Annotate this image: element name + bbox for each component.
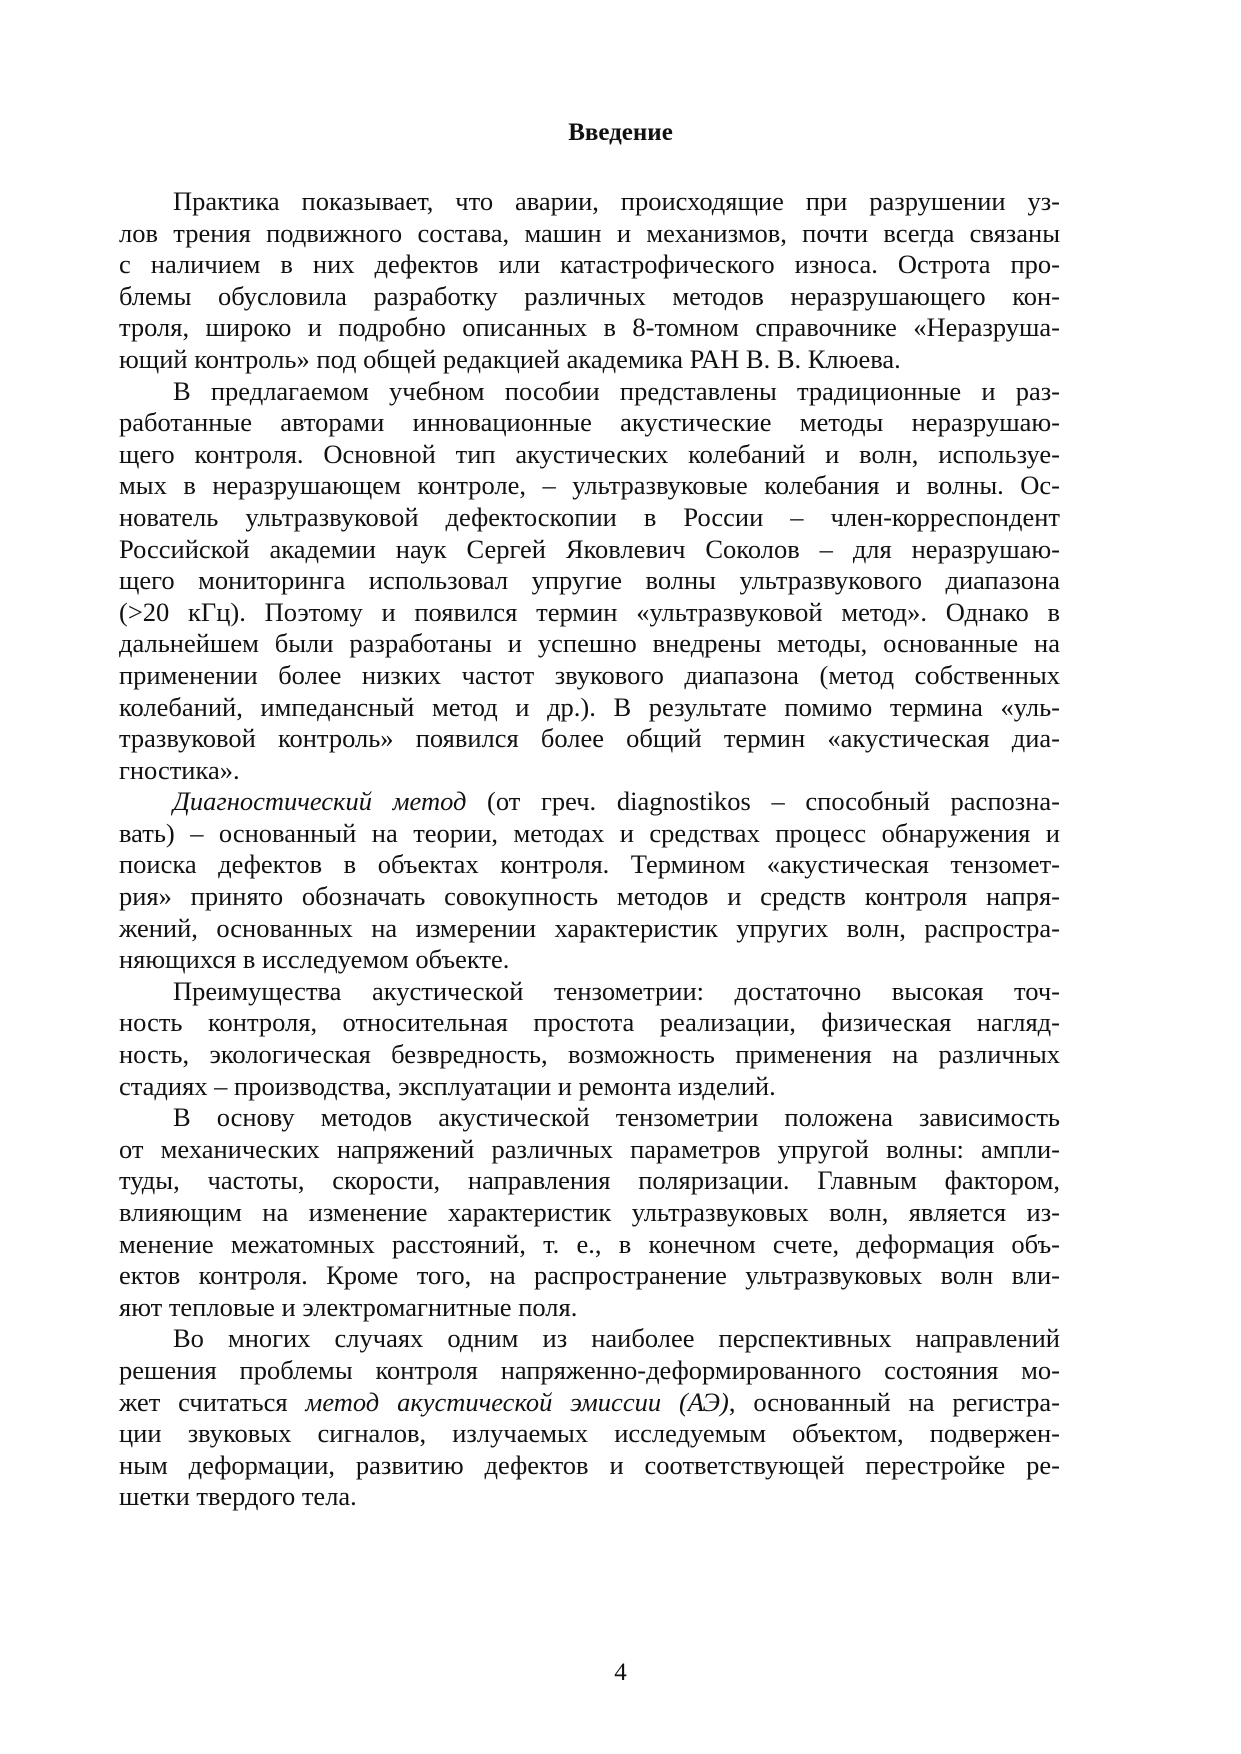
text-line	[119, 628, 1060, 660]
text-run: ции звуковых сигналов, излучаемых исследуемым объектом, подвержен-	[119, 1418, 1060, 1449]
paragraph	[119, 186, 1060, 376]
text-run: жет считаться	[119, 1386, 306, 1417]
text-run: шетки твердого тела.	[119, 1481, 357, 1512]
text-line	[119, 218, 1060, 250]
text-run: туды, частоты, скорости, направления поляризации. Главным фактором,	[119, 1165, 1060, 1196]
text-run: блемы обусловила разработку различных методов неразрушающего кон-	[119, 280, 1060, 311]
text-run: рия» принято обозначать совокупность методов и средств контроля напря-	[119, 881, 1060, 912]
page-number: 4	[614, 1659, 627, 1686]
text-run: (от греч. diagnostikos – способный распозна-	[466, 786, 1060, 817]
text-line	[119, 976, 1060, 1008]
text-line	[119, 565, 1060, 597]
text-line	[119, 692, 1060, 724]
paragraph	[119, 976, 1060, 1102]
text-run: щего мониторинга использовал упругие волны ультразвукового диапазона	[119, 565, 1060, 596]
text-line	[119, 913, 1060, 945]
text-run: Практика показывает, что аварии, происходящие при разрушении уз-	[173, 186, 1060, 216]
text-run: работанные авторами инновационные акустические методы неразрушаю-	[119, 407, 1060, 438]
text-line	[119, 376, 1060, 408]
text-run: Во многих случаях одним из наиболее перспективных направлений	[173, 1323, 1060, 1354]
text-line	[119, 312, 1060, 344]
text-run: яют тепловые и электромагнитные поля.	[119, 1291, 578, 1322]
text-run: колебаний, импедансный метод и др.). В результате помимо термина «уль-	[119, 691, 1060, 722]
text-line	[119, 1481, 1060, 1513]
text-run: дальнейшем были разработаны и успешно внедрены методы, основанные на	[119, 628, 1060, 659]
text-run: с наличием в них дефектов или катастрофического износа. Острота про-	[119, 249, 1060, 280]
text-run: няющихся в исследуемом объекте.	[119, 944, 510, 975]
italic-term: Диагностический метод	[173, 786, 467, 817]
text-line	[119, 1450, 1060, 1482]
text-run: гностика».	[119, 754, 240, 785]
text-run: ющий контроль» под общей редакцией академика РАН В. В. Клюева.	[119, 343, 901, 374]
text-line	[119, 723, 1060, 755]
paragraph	[119, 786, 1060, 976]
text-run: , основанный на регистра-	[728, 1386, 1060, 1417]
text-line	[119, 407, 1060, 439]
text-run: применении более низких частот звукового диапазона (метод собственных	[119, 659, 1060, 690]
text-run: менение межатомных расстояний, т. е., в конечном счете, деформация объ-	[119, 1228, 1060, 1259]
text-run: решения проблемы контроля напряженно-деформированного состояния мо-	[119, 1354, 1060, 1385]
text-line	[119, 597, 1060, 629]
text-line	[119, 1323, 1060, 1355]
text-line	[119, 470, 1060, 502]
paragraph	[119, 376, 1060, 787]
text-run: В основу методов акустической тензометрии положена зависимость	[173, 1102, 1060, 1133]
text-line	[119, 1355, 1060, 1387]
text-run: ектов контроля. Кроме того, на распространение ультразвуковых волн вли-	[119, 1260, 1060, 1291]
text-run: троля, широко и подробно описанных в 8-томном справочнике «Неразруша-	[119, 312, 1060, 343]
text-line	[119, 1387, 1060, 1419]
text-line	[119, 1260, 1060, 1292]
text-run: вать) – основанный на теории, методах и средствах процесс обнаружения и	[119, 817, 1060, 848]
text-line	[119, 281, 1060, 313]
text-run: ным деформации, развитию дефектов и соответствующей перестройке ре-	[119, 1449, 1060, 1480]
text-line	[119, 660, 1060, 692]
text-run: жений, основанных на измерении характеристик упругих волн, распростра-	[119, 912, 1060, 943]
text-line	[119, 786, 1060, 818]
section-title: Введение	[568, 119, 673, 146]
text-line	[119, 1197, 1060, 1229]
text-line	[119, 1134, 1060, 1166]
text-run: от механических напряжений различных параметров упругой волны: ампли-	[119, 1133, 1060, 1164]
text-line	[119, 502, 1060, 534]
text-line	[119, 344, 1060, 376]
text-run: щего контроля. Основной тип акустических колебаний и волн, используе-	[119, 438, 1060, 469]
text-line	[119, 1229, 1060, 1261]
text-line	[119, 534, 1060, 566]
text-line	[119, 849, 1060, 881]
text-run: ность контроля, относительная простота реализации, физическая нагляд-	[119, 1007, 1060, 1038]
text-line	[119, 249, 1060, 281]
text-line	[119, 881, 1060, 913]
text-run: поиска дефектов в объектах контроля. Термином «акустическая тензомет-	[119, 849, 1060, 880]
text-run: В предлагаемом учебном пособии представлены традиционные и раз-	[173, 375, 1060, 406]
text-line	[119, 1007, 1060, 1039]
text-run: мых в неразрушающем контроле, – ультразвуковые колебания и волны. Ос-	[119, 470, 1060, 501]
text-run: нователь ультразвуковой дефектоскопии в России – член-корреспондент	[119, 501, 1060, 532]
text-line	[119, 1102, 1060, 1134]
text-run: Российской академии наук Сергей Яковлевич Соколов – для неразрушаю-	[119, 533, 1060, 564]
text-run: (>20 кГц). Поэтому и появился термин «ультразвуковой метод». Однако в	[119, 596, 1060, 627]
text-line	[119, 439, 1060, 471]
text-run: ность, экологическая безвредность, возможность применения на различных	[119, 1039, 1060, 1070]
text-line	[119, 1071, 1060, 1103]
text-run: Преимущества акустической тензометрии: достаточно высокая точ-	[173, 975, 1060, 1006]
text-line	[119, 944, 1060, 976]
text-line	[119, 1039, 1060, 1071]
text-line	[119, 755, 1060, 787]
text-run: стадиях – производства, эксплуатации и ремонта изделий.	[119, 1070, 776, 1101]
text-run: влияющим на изменение характеристик ультразвуковых волн, является из-	[119, 1197, 1060, 1227]
text-run: лов трения подвижного состава, машин и механизмов, почти всегда связаны	[119, 217, 1060, 248]
text-line	[119, 1418, 1060, 1450]
paragraph	[119, 1323, 1060, 1513]
text-run: тразвуковой контроль» появился более общий термин «акустическая диа-	[119, 723, 1060, 754]
text-line	[119, 1165, 1060, 1197]
body-text	[119, 186, 1060, 1513]
text-line	[119, 186, 1060, 218]
text-line	[119, 818, 1060, 850]
paragraph	[119, 1102, 1060, 1323]
text-line	[119, 1292, 1060, 1324]
italic-term: метод акустической эмиссии (АЭ)	[305, 1386, 729, 1417]
